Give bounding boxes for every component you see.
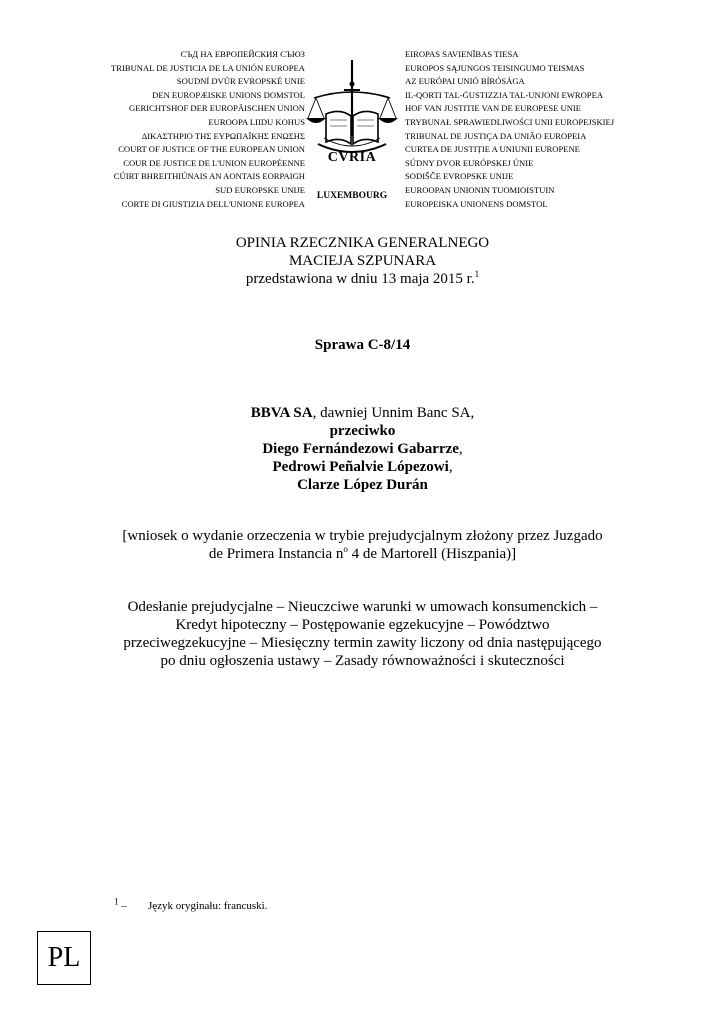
- court-name: GERICHTSHOF DER EUROPÄISCHEN UNION: [129, 103, 305, 114]
- footnote-reference: 1: [474, 269, 480, 279]
- court-name: TRYBUNAŁ SPRAWIEDLIWOŚCI UNII EUROPEJSKIEJ: [405, 116, 615, 127]
- footnote-text: Język oryginału: francuski.: [148, 900, 268, 912]
- city-label: LUXEMBOURG: [316, 191, 388, 201]
- court-name: COURT OF JUSTICE OF THE EUROPEAN UNION: [118, 144, 305, 155]
- court-name: SÚDNY DVOR EURÓPSKEJ ÚNIE: [405, 157, 534, 168]
- opinion-title: [60, 234, 665, 288]
- court-name: SODIŠČE EVROPSKE UNIJE: [405, 171, 514, 182]
- title-line: MACIEJA SZPUNARA: [288, 253, 437, 269]
- footnote: [114, 896, 268, 912]
- versus-label: przeciwko: [329, 423, 396, 439]
- court-name: TRIBUNAL DE JUSTICIA DE LA UNIÓN EUROPEA: [111, 62, 305, 73]
- court-name: HOF VAN JUSTITIE VAN DE EUROPESE UNIE: [405, 103, 582, 114]
- parties-block: [60, 404, 665, 494]
- keyword-line: Odesłanie prejudycjalne – Nieuczciwe warunki w umowach konsumenckich –: [127, 599, 598, 615]
- party-line: Pedrowi Peñalvie Lópezowi,: [272, 459, 453, 475]
- court-name: EUROOPA LIIDU KOHUS: [208, 116, 305, 127]
- court-name: CURTEA DE JUSTIȚIE A UNIUNII EUROPENE: [405, 144, 580, 155]
- court-name: SUD EUROPSKE UNIJE: [215, 184, 305, 195]
- court-name: СЪД НА ЕВРОПЕЙСКИЯ СЪЮЗ: [180, 49, 305, 59]
- footnote-mark: $^1$ –: [114, 896, 127, 912]
- court-name: EUROPEISKA UNIONENS DOMSTOL: [405, 198, 548, 209]
- keyword-line: przeciwegzekucyjne – Miesięczny termin zawity liczony od dnia następującego: [123, 635, 602, 651]
- court-name: IL-QORTI TAL-ĠUSTIZZJA TAL-UNJONI EWROPEA: [405, 89, 604, 100]
- court-name: COUR DE JUSTICE DE L'UNION EUROPÉENNE: [123, 157, 305, 168]
- keyword-line: po dniu ogłoszenia ustawy – Zasady równoważności i skuteczności: [160, 653, 565, 669]
- court-name: DEN EUROPÆISKE UNIONS DOMSTOL: [152, 89, 305, 100]
- title-date: przedstawiona w dniu 13 maja 2015 r.$^1$: [245, 269, 480, 287]
- request-block: [60, 527, 665, 563]
- court-name: SOUDNÍ DVŮR EVROPSKÉ UNIE: [176, 76, 305, 87]
- court-name: AZ EURÓPAI UNIÓ BÍRÓSÁGA: [405, 76, 525, 87]
- court-name: EIROPAS SAVIENĪBAS TIESA: [405, 49, 519, 59]
- court-name: ΔΙΚΑΣΤΗΡΙΟ ΤΗΣ ΕΥΡΩΠΑΪΚΗΣ ΕΝΩΣΗΣ: [141, 130, 305, 141]
- title-line: OPINIA RZECZNIKA GENERALNEGO: [235, 235, 490, 251]
- court-name: EUROPOS SĄJUNGOS TEISINGUMO TEISMAS: [405, 62, 585, 73]
- court-emblem: [304, 56, 400, 206]
- request-line: de Primera Instancia $n^o$ 4 de Martorell (Hiszpania)]: [208, 544, 517, 562]
- curia-emblem-icon: [304, 56, 400, 206]
- language-code-box: PL: [37, 931, 91, 985]
- court-name: EUROOPAN UNIONIN TUOMIOISTUIN: [405, 184, 555, 195]
- court-names-left: [40, 48, 305, 211]
- emblem-text: CVRIA: [327, 150, 377, 165]
- court-names-right: [405, 48, 695, 211]
- court-name: CÚIRT BHREITHIÚNAIS AN AONTAIS EORPAIGH: [113, 171, 305, 182]
- keywords-block: [60, 598, 665, 670]
- case-number: Sprawa C-8/14: [314, 337, 411, 353]
- keyword-line: Kredyt hipoteczny – Postępowanie egzekucyjne – Powództwo: [175, 617, 550, 633]
- party-line: Diego Fernándezowi Gabarrze,: [262, 441, 463, 457]
- request-line: [wniosek o wydanie orzeczenia w trybie prejudycjalnym złożony przez Juzgado: [122, 528, 603, 544]
- party-line: BBVA SA, dawniej Unnim Banc SA,: [250, 405, 475, 421]
- party-line: Clarze López Durán: [297, 477, 428, 493]
- court-name: TRIBUNAL DE JUSTIÇA DA UNIÃO EUROPEIA: [405, 130, 587, 141]
- court-name: CORTE DI GIUSTIZIA DELL'UNIONE EUROPEA: [121, 198, 305, 209]
